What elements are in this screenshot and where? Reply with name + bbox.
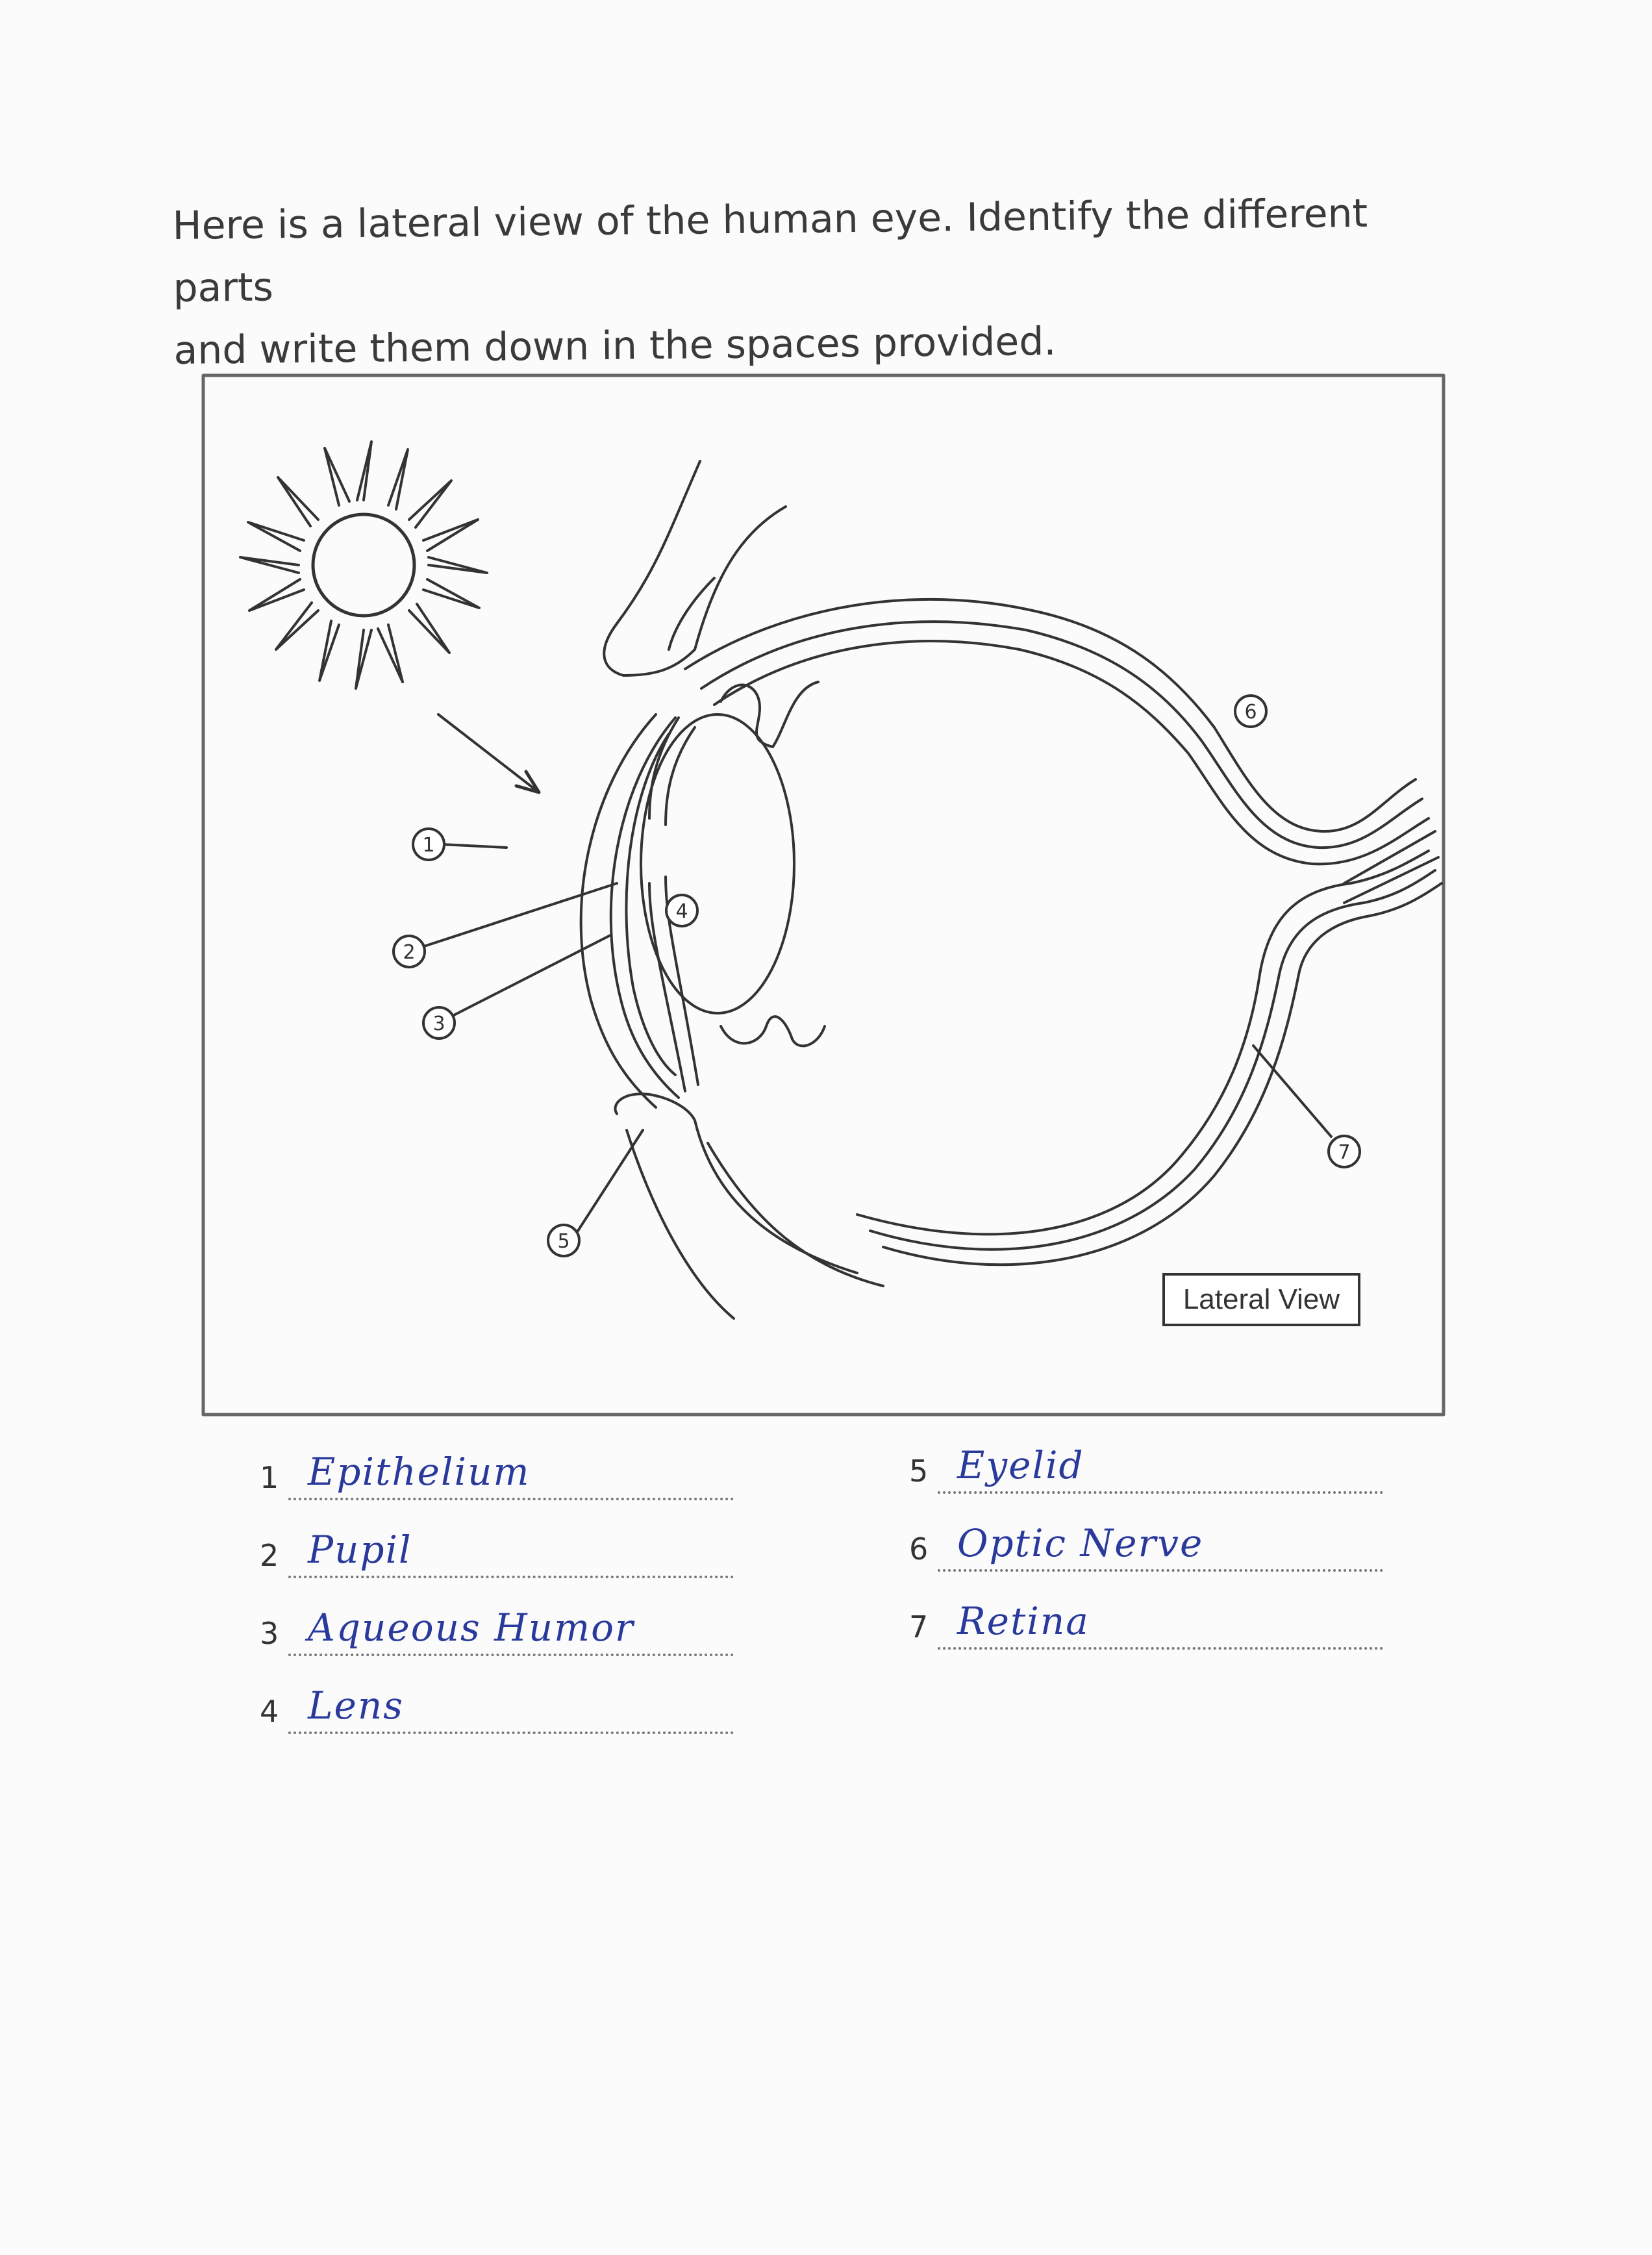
- sclera: [685, 599, 1416, 831]
- answer-row-4: [260, 1682, 734, 1734]
- callout-7-label: 7: [1338, 1141, 1351, 1164]
- lower-eyelid: [615, 1094, 857, 1273]
- answer-number: 4: [260, 1694, 279, 1729]
- answer-text-5: Eyelid: [957, 1443, 1084, 1487]
- answer-field-5[interactable]: [938, 1443, 1383, 1494]
- answer-field-2[interactable]: [288, 1530, 734, 1578]
- answer-text-2: Pupil: [308, 1528, 412, 1572]
- answer-number: 5: [909, 1454, 929, 1489]
- answer-number: 6: [909, 1531, 929, 1567]
- answer-field-1[interactable]: [288, 1452, 734, 1500]
- answer-text-3: Aqueous Humor: [308, 1606, 634, 1650]
- answer-field-4[interactable]: [288, 1683, 734, 1734]
- answer-row-3: [260, 1604, 734, 1656]
- answer-list: [260, 1443, 1403, 1747]
- callout-4-label: 4: [675, 900, 688, 923]
- callout-6-label: 6: [1244, 701, 1257, 724]
- answer-row-1: [260, 1448, 734, 1500]
- instruction-line-1: Here is a lateral view of the human eye. Identify the different parts: [172, 190, 1368, 311]
- answer-number: 1: [260, 1460, 279, 1495]
- instruction-text: [172, 181, 1473, 382]
- upper-eyelid: [604, 461, 786, 675]
- answer-number: 7: [909, 1609, 929, 1644]
- answer-text-6: Optic Nerve: [957, 1521, 1204, 1565]
- eye-diagram: [201, 364, 1448, 1429]
- answer-number: 2: [260, 1538, 279, 1573]
- answer-field-3[interactable]: [288, 1608, 734, 1656]
- callout-2-label: 2: [403, 941, 416, 964]
- callout-3-label: 3: [432, 1013, 445, 1035]
- answer-field-6[interactable]: [938, 1521, 1383, 1572]
- answer-row-6: [909, 1520, 1383, 1572]
- light-arrow: [438, 714, 539, 792]
- answer-row-7: [909, 1598, 1383, 1650]
- answer-row-2: [260, 1526, 734, 1578]
- eye-diagram-drawing: [201, 364, 1448, 1429]
- answer-field-7[interactable]: [938, 1599, 1383, 1650]
- answer-text-1: Epithelium: [308, 1450, 531, 1494]
- instruction-line-2: and write them down in the spaces provided.: [173, 318, 1057, 373]
- answer-number: 3: [260, 1616, 279, 1651]
- answer-row-5: [909, 1442, 1383, 1494]
- lens: [641, 714, 794, 1013]
- answer-text-7: Retina: [957, 1599, 1090, 1643]
- figure-frame: [203, 375, 1444, 1415]
- sun-icon: [240, 442, 487, 688]
- callout-5-label: 5: [557, 1230, 570, 1253]
- answer-text-4: Lens: [308, 1683, 404, 1728]
- lateral-view-label: Lateral View: [1162, 1273, 1360, 1326]
- callout-1-label: 1: [422, 834, 435, 857]
